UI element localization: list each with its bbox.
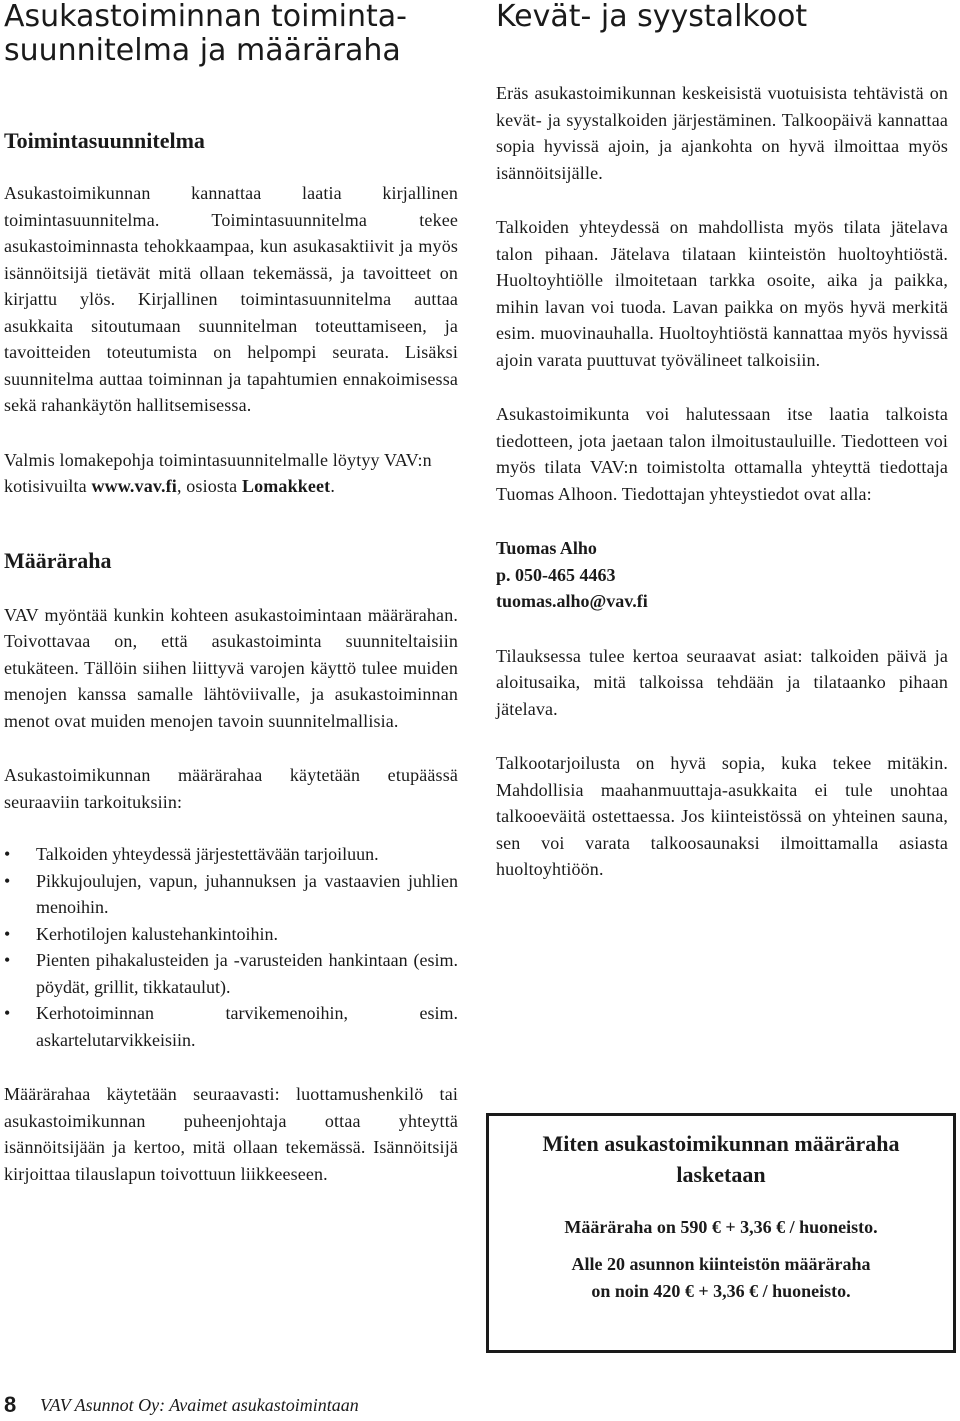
section-heading-maararaha: Määräraha	[4, 547, 112, 573]
lomakepohja-mid: , osiosta	[176, 476, 242, 496]
section-heading-toimintasuunnitelma: Toimintasuunnitelma	[4, 128, 205, 153]
box-title	[489, 1128, 953, 1190]
lomakepohja-paragraph	[4, 447, 458, 500]
page-title-line2: suunnitelma ja määräraha	[4, 33, 401, 68]
list-item: • Talkoiden yhteydessä järjestettävään tarjoiluun.	[36, 841, 458, 868]
contact-info	[496, 535, 948, 615]
list-item: • Kerhotoiminnan tarvikemenoihin, esim. askartelutarvikkeisiin.	[36, 1000, 458, 1053]
lomakepohja-end: .	[330, 476, 335, 496]
box-title-line2: lasketaan	[676, 1162, 766, 1187]
list-item: • Pikkujoulujen, vapun, juhannuksen ja vastaavien juhlien menoihin.	[36, 868, 458, 921]
left-column	[4, 0, 458, 1187]
talkoot-paragraph-3: Asukastoimikunta voi halutessaan itse laatia talkoista tiedotteen, jota jaetaan talon ilmoitustauluille. Tiedotteen voi myös tilata VAV:n toimistolta ottamalla yhteyttä tiedottaja Tuomas Alhoon. Tiedottajan yhteystiedot ovat alla:	[496, 404, 948, 504]
list-item: • Kerhotilojen kalustehankintoihin.	[36, 921, 458, 948]
talkoot-title: Kevät- ja syystalkoot	[496, 0, 808, 34]
contact-phone: p. 050-465 4463	[496, 564, 616, 585]
right-column	[496, 0, 948, 883]
page-footer	[4, 1392, 504, 1420]
contact-email[interactable]: tuomas.alho@vav.fi	[496, 591, 648, 611]
vav-website-link[interactable]: www.vav.fi	[91, 476, 177, 496]
lomakepohja-text: Valmis lomakepohja toimintasuunnitelmalle löytyy VAV:n kotisivuilta	[4, 449, 432, 496]
talkoot-paragraph-4: Tilauksessa tulee kertoa seuraavat asiat: talkoiden päivä ja aloitusaika, mitä talkoissa tehdään ja tilataanko pihaan jätelava.	[496, 645, 948, 719]
box-line-2: Alle 20 asunnon kiinteistön määräraha	[571, 1254, 871, 1274]
talkoot-paragraph-1: Eräs asukastoimikunnan keskeisistä vuotuisista tehtävistä on kevät- ja syystalkoiden järjestäminen. Talkoopäivä kannattaa sopia hyvissä ajoin, ja ajankohta on hyvä ilmoittaa myös isännöitsijälle.	[496, 83, 948, 183]
maararaha-paragraph: VAV myöntää kunkin kohteen asukastoimintaan määrärahan. Toivottavaa on, että asukastoiminta suunniteltaisiin etukäteen. Tällöin siihen liittyvä varojen käyttö tulee muiden menojen kanssa samalle lähtöviivalle, ja asukastoiminnan menot ovat muiden menojen tavoin suunnitelmallisia.	[4, 604, 458, 731]
maararaha-process-paragraph: Määrärahaa käytetään seuraavasti: luottamushenkilö tai asukastoimikunnan puheenjohtaja ottaa yhteyttä isännöitsijään ja kertoo, mitä ollaan tekemässä. Isännöitsijä kirjoittaa tilauslapun toivottuun liikkeeseen.	[4, 1084, 458, 1184]
maararaha-calculation-box	[486, 1113, 956, 1353]
page-number: 8	[4, 1392, 17, 1417]
list-item: • Pienten pihakalusteiden ja -varusteiden hankintaan (esim. pöydät, grillit, tikkataulut).	[36, 947, 458, 1000]
talkoot-paragraph-2: Talkoiden yhteydessä on mahdollista myös tilata jätelava talon pihaan. Jätelava tilataan kiinteistön huoltoyhtiöstä. Huoltoyhtiölle ilmoitetaan tarkka osoite, aika ja paikka, mihin lavan voi tuoda. Lavan paikka on myös hyvä merkitä esim. muovinauhalla. Huoltoyhtiöstä kannattaa myös hyvissä ajoin varata puuttuvat työvälineet talkoisiin.	[496, 217, 948, 370]
contact-name: Tuomas Alho	[496, 538, 597, 558]
publication-name: VAV Asunnot Oy: Avaimet asukastoimintaan	[40, 1395, 359, 1415]
maararaha-usage-intro: Asukastoimikunnan määrärahaa käytetään etupäässä seuraaviin tarkoituksiin:	[4, 765, 458, 812]
box-title-line1: Miten asukastoimikunnan määräraha	[542, 1131, 900, 1156]
lomakkeet-section-name: Lomakkeet	[241, 476, 331, 496]
box-line-3: on noin 420 € + 3,36 € / huoneisto.	[591, 1281, 851, 1301]
usage-list	[4, 841, 458, 1053]
page-title	[4, 0, 458, 68]
page-title-line1: Asukastoiminnan toiminta-	[4, 0, 407, 34]
talkoot-paragraph-5: Talkootarjoilusta on hyvä sopia, kuka tekee mitäkin. Mahdollisia maahanmuuttaja-asukkaita ei tule unohtaa talkooeväitä ostettaessa. Jos kiinteistössä on yhteinen sauna, sen voi varata talkoosaunaksi ilmoittamalla asiasta huoltoyhtiöön.	[496, 753, 948, 879]
toimintasuunnitelma-paragraph: Asukastoimikunnan kannattaa laatia kirjallinen toimintasuunnitelma. Toimintasuunnitelma tekee asukastoiminnasta tehokkaampaa, kun asukasaktiivit ja myös isännöitsijä tietävät mitä ollaan tekemässä, ja tavoitteet on kirjattu ylös. Kirjallinen toimintasuunnitelma auttaa asukkaita sitoutumaan suunnitelman toteuttamiseen, ja tavoitteiden toteutumista on helpompi seurata. Lisäksi suunnitelma auttaa toiminnan ja tapahtumien ennakoimisessa sekä rahankäytön hallitsemisessa.	[4, 183, 458, 415]
box-line-1: Määräraha on 590 € + 3,36 € / huoneisto.	[564, 1217, 878, 1237]
